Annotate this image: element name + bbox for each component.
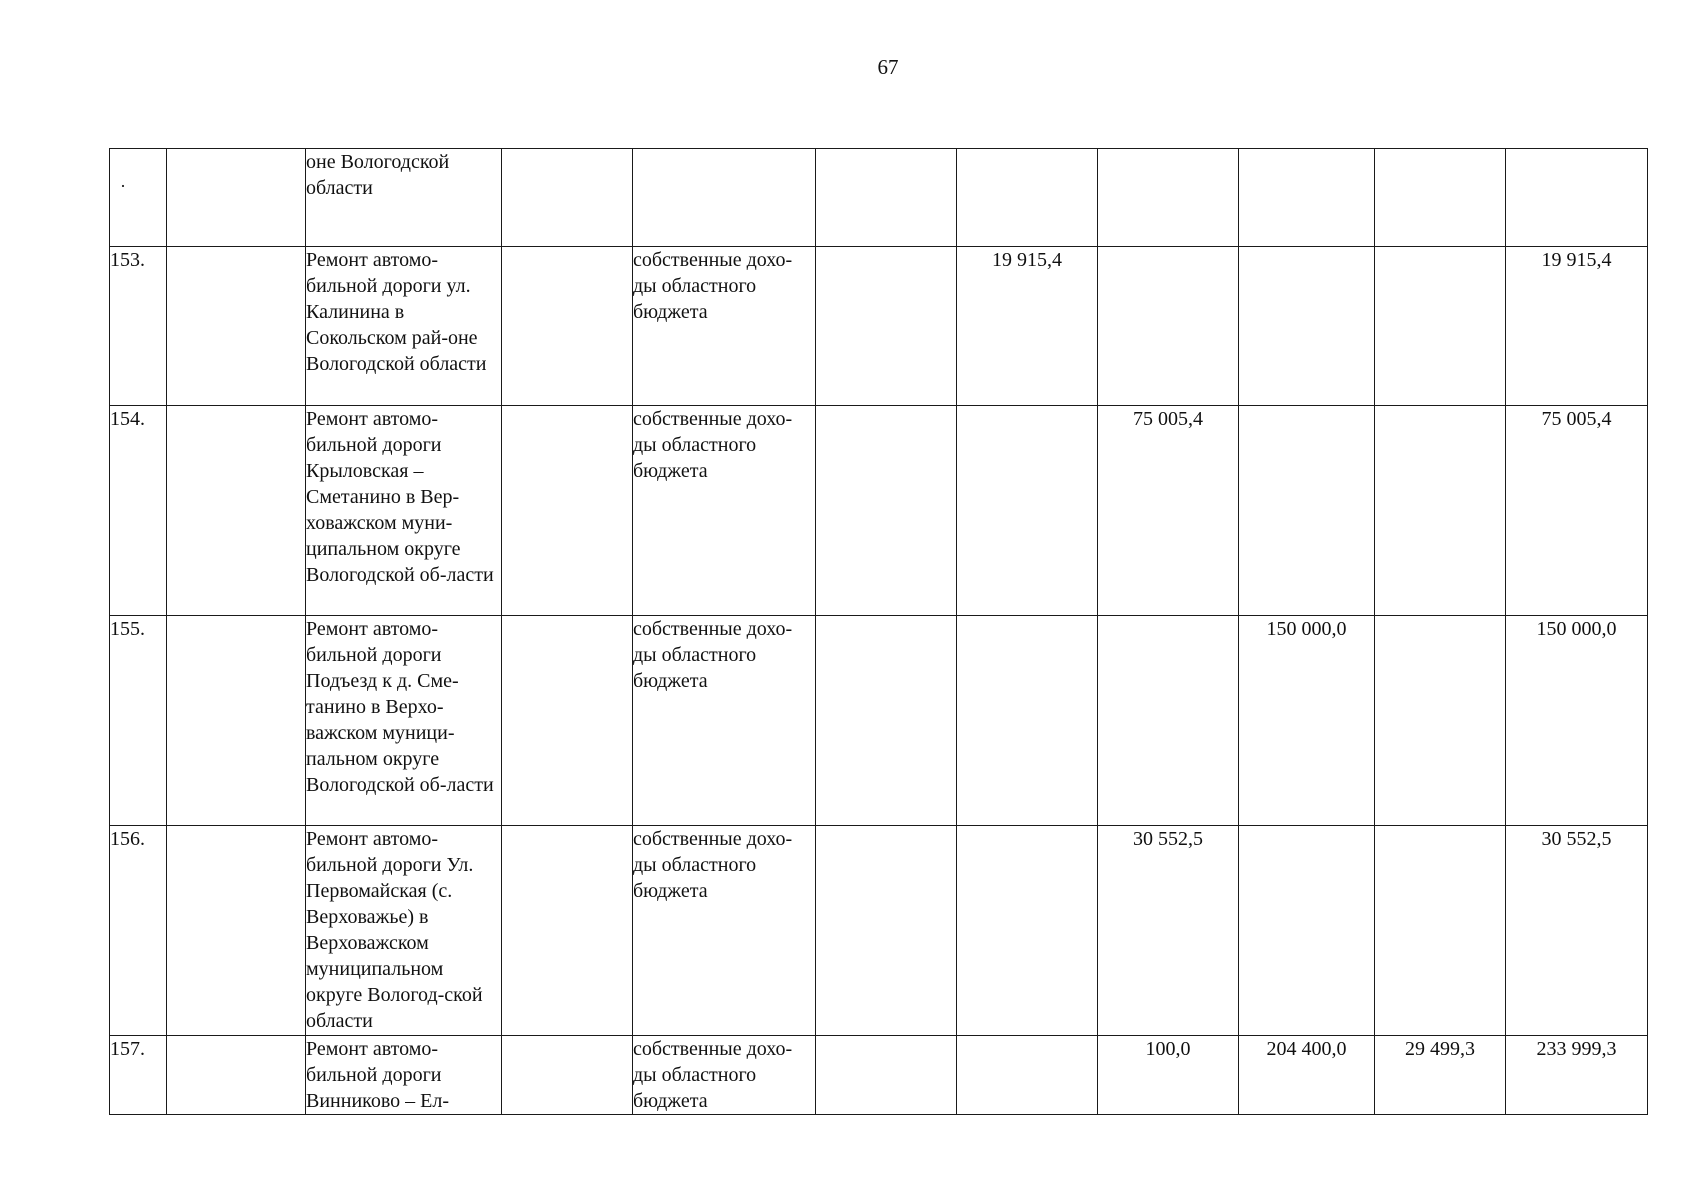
- value-1: 19 915,4: [957, 247, 1098, 406]
- empty-cell: [816, 406, 957, 616]
- value-4: [1375, 149, 1506, 247]
- object-name: Ремонт автомо-бильной дороги Винниково – Ел-: [306, 1036, 502, 1115]
- code-cell: [167, 616, 306, 826]
- value-1: [957, 1036, 1098, 1115]
- code-cell: [167, 149, 306, 247]
- value-2: [1098, 616, 1239, 826]
- code-cell: [167, 247, 306, 406]
- value-2: [1098, 149, 1239, 247]
- row-number: 154.: [110, 406, 167, 616]
- value-4: [1375, 616, 1506, 826]
- table-row: [110, 247, 1648, 406]
- value-total: 19 915,4: [1506, 247, 1648, 406]
- table-row: [110, 826, 1648, 1036]
- funding-source: собственные дохо-ды областного бюджета: [633, 247, 816, 406]
- value-total: 30 552,5: [1506, 826, 1648, 1036]
- empty-cell: [816, 826, 957, 1036]
- table-row: [110, 616, 1648, 826]
- value-total: [1506, 149, 1648, 247]
- empty-cell: [502, 149, 633, 247]
- empty-cell: [502, 406, 633, 616]
- value-1: [957, 149, 1098, 247]
- value-4: [1375, 406, 1506, 616]
- row-number-cell: [110, 149, 167, 247]
- empty-cell: [816, 616, 957, 826]
- row-number: 157.: [110, 1036, 167, 1115]
- value-4: [1375, 247, 1506, 406]
- value-total: 75 005,4: [1506, 406, 1648, 616]
- value-2: 30 552,5: [1098, 826, 1239, 1036]
- value-3: [1239, 149, 1375, 247]
- value-3: 150 000,0: [1239, 616, 1375, 826]
- object-name: Ремонт автомо-бильной дороги Подъезд к д. Сме-танино в Верхо-важском муници-пальном округе Вологодской об-ласти: [306, 616, 502, 826]
- empty-cell: [816, 1036, 957, 1115]
- page-number: 67: [877, 55, 899, 79]
- table-row: [110, 406, 1648, 616]
- row-number: 156.: [110, 826, 167, 1036]
- value-3: [1239, 247, 1375, 406]
- row-number: 153.: [110, 247, 167, 406]
- value-total: 150 000,0: [1506, 616, 1648, 826]
- code-cell: [167, 406, 306, 616]
- funding-source: собственные дохо-ды областного бюджета: [633, 1036, 816, 1115]
- funding-source: собственные дохо-ды областного бюджета: [633, 616, 816, 826]
- object-name: Ремонт автомо-бильной дороги Крыловская – Сметанино в Вер-ховажском муни-ципальном округе Вологодской об-ласти: [306, 406, 502, 616]
- value-1: [957, 406, 1098, 616]
- value-3: [1239, 406, 1375, 616]
- row-number: 155.: [110, 616, 167, 826]
- row-number: ·: [120, 176, 126, 196]
- empty-cell: [816, 247, 957, 406]
- empty-cell: [502, 616, 633, 826]
- value-1: [957, 826, 1098, 1036]
- object-name: оне Вологодской области: [306, 149, 502, 247]
- empty-cell: [502, 1036, 633, 1115]
- empty-cell: [502, 247, 633, 406]
- funding-source: собственные дохо-ды областного бюджета: [633, 406, 816, 616]
- value-4: [1375, 826, 1506, 1036]
- value-2: 75 005,4: [1098, 406, 1239, 616]
- object-name: Ремонт автомо-бильной дороги ул. Калинина в Сокольском рай-оне Вологодской области: [306, 247, 502, 406]
- object-name: Ремонт автомо-бильной дороги Ул. Первомайская (с. Верховажье) в Верховажском муниципальном округе Вологод-ской области: [306, 826, 502, 1036]
- code-cell: [167, 826, 306, 1036]
- table-row: [110, 1036, 1648, 1115]
- value-2: [1098, 247, 1239, 406]
- value-total: 233 999,3: [1506, 1036, 1648, 1115]
- value-4: 29 499,3: [1375, 1036, 1506, 1115]
- funding-source: [633, 149, 816, 247]
- code-cell: [167, 1036, 306, 1115]
- value-3: 204 400,0: [1239, 1036, 1375, 1115]
- empty-cell: [816, 149, 957, 247]
- value-2: 100,0: [1098, 1036, 1239, 1115]
- value-3: [1239, 826, 1375, 1036]
- value-1: [957, 616, 1098, 826]
- budget-table: [109, 148, 1648, 1115]
- table-row: [110, 149, 1648, 247]
- empty-cell: [502, 826, 633, 1036]
- funding-source: собственные дохо-ды областного бюджета: [633, 826, 816, 1036]
